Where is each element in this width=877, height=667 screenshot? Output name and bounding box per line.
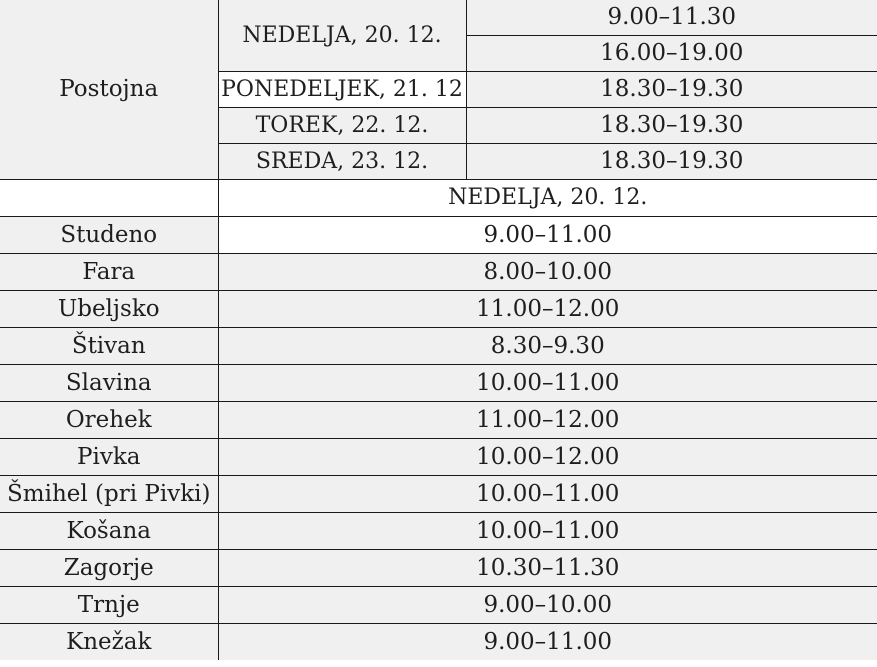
location-cell-postojna: Postojna (0, 0, 218, 180)
table-row (0, 402, 877, 439)
location-name: Studeno (0, 217, 218, 254)
time-cell: 18.30–19.30 (466, 108, 877, 144)
table-row (0, 254, 877, 291)
day-cell: PONEDELJEK, 21. 12 (218, 72, 466, 108)
location-time: 11.00–12.00 (218, 402, 877, 439)
table-row (0, 365, 877, 402)
time-cell: 18.30–19.30 (466, 72, 877, 108)
location-name: Fara (0, 254, 218, 291)
location-name: Slavina (0, 365, 218, 402)
table-row (0, 0, 877, 36)
location-time: 10.00–12.00 (218, 439, 877, 476)
location-name: Šmihel (pri Pivki) (0, 476, 218, 513)
table-row (0, 550, 877, 587)
location-time: 9.00–11.00 (218, 624, 877, 661)
location-time: 10.30–11.30 (218, 550, 877, 587)
time-cell: 16.00–19.00 (466, 36, 877, 72)
location-time: 10.00–11.00 (218, 476, 877, 513)
table-row (0, 328, 877, 365)
section-header-row (0, 180, 877, 217)
location-name: Štivan (0, 328, 218, 365)
location-name: Ubeljsko (0, 291, 218, 328)
table-row (0, 217, 877, 254)
day-cell: SREDA, 23. 12. (218, 144, 466, 180)
location-name: Orehek (0, 402, 218, 439)
day-cell: NEDELJA, 20. 12. (218, 0, 466, 72)
location-time: 9.00–10.00 (218, 587, 877, 624)
location-name: Zagorje (0, 550, 218, 587)
table-row (0, 476, 877, 513)
table-row (0, 291, 877, 328)
location-name: Pivka (0, 439, 218, 476)
location-name: Košana (0, 513, 218, 550)
table-row (0, 439, 877, 476)
empty-header-cell (0, 180, 218, 217)
time-cell: 18.30–19.30 (466, 144, 877, 180)
time-cell: 9.00–11.30 (466, 0, 877, 36)
location-name: Trnje (0, 587, 218, 624)
location-name: Knežak (0, 624, 218, 661)
section-header: NEDELJA, 20. 12. (218, 180, 877, 217)
location-time: 8.30–9.30 (218, 328, 877, 365)
location-time: 10.00–11.00 (218, 513, 877, 550)
location-time: 11.00–12.00 (218, 291, 877, 328)
table-row (0, 624, 877, 661)
day-cell: TOREK, 22. 12. (218, 108, 466, 144)
location-time: 8.00–10.00 (218, 254, 877, 291)
location-time: 10.00–11.00 (218, 365, 877, 402)
location-time: 9.00–11.00 (218, 217, 877, 254)
table-row (0, 587, 877, 624)
table-row (0, 513, 877, 550)
